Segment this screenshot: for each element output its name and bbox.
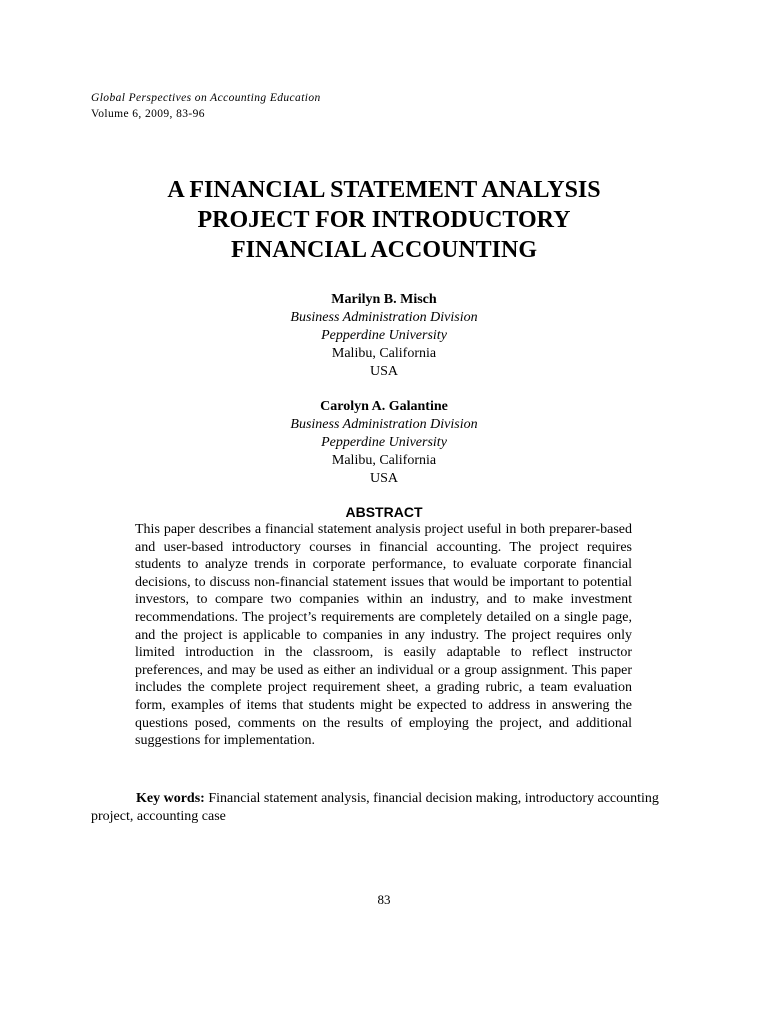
author-division: Business Administration Division — [290, 310, 478, 325]
keywords-text: Financial statement analysis, financial decision making, introductory accounting project, accounting case — [91, 791, 659, 824]
keywords — [91, 790, 679, 825]
abstract-text: This paper describes a financial statement analysis project useful in both preparer-based and user-based introductory courses in financial accounting. The project requires students to analyze trends in corporate performance, to evaluate corporate financial decisions, to discuss non-financial statement issues that would be important to potential investors, to compare two companies within an industry, and to make investment recommendations. The project’s requirements are completely detailed on a single page, and the project is applicable to companies in any industry. The project requires only limited introduction in the classroom, is easily adaptable to reflect instructor preferences, and may be used as either an individual or a group assignment. This paper includes the complete project requirement sheet, a grading rubric, a team evaluation form, examples of items that students might be expected to address in answering the questions posed, comments on the results of employing the project, and additional suggestions for implementation. — [135, 522, 632, 749]
paper-title — [0, 175, 768, 265]
journal-name: Global Perspectives on Accounting Education — [91, 92, 321, 104]
abstract-heading: ABSTRACT — [345, 504, 423, 520]
author-country: USA — [369, 364, 398, 379]
author-name: Carolyn A. Galantine — [320, 399, 448, 414]
author-city: Malibu, California — [331, 453, 437, 468]
author-block — [0, 291, 768, 381]
author-university: Pepperdine University — [321, 435, 447, 450]
author-country: USA — [369, 471, 398, 486]
title-line: FINANCIAL ACCOUNTING — [230, 237, 538, 263]
author-university: Pepperdine University — [321, 328, 447, 343]
title-line: PROJECT FOR INTRODUCTORY — [197, 207, 571, 233]
keywords-label: Key words: — [136, 791, 205, 806]
author-division: Business Administration Division — [290, 417, 478, 432]
journal-volume: Volume 6, 2009, 83-96 — [91, 108, 205, 120]
author-name: Marilyn B. Misch — [331, 292, 437, 307]
title-line: A FINANCIAL STATEMENT ANALYSIS — [167, 177, 601, 203]
author-city: Malibu, California — [331, 346, 437, 361]
page-number: 83 — [377, 892, 391, 907]
author-block — [0, 398, 768, 488]
